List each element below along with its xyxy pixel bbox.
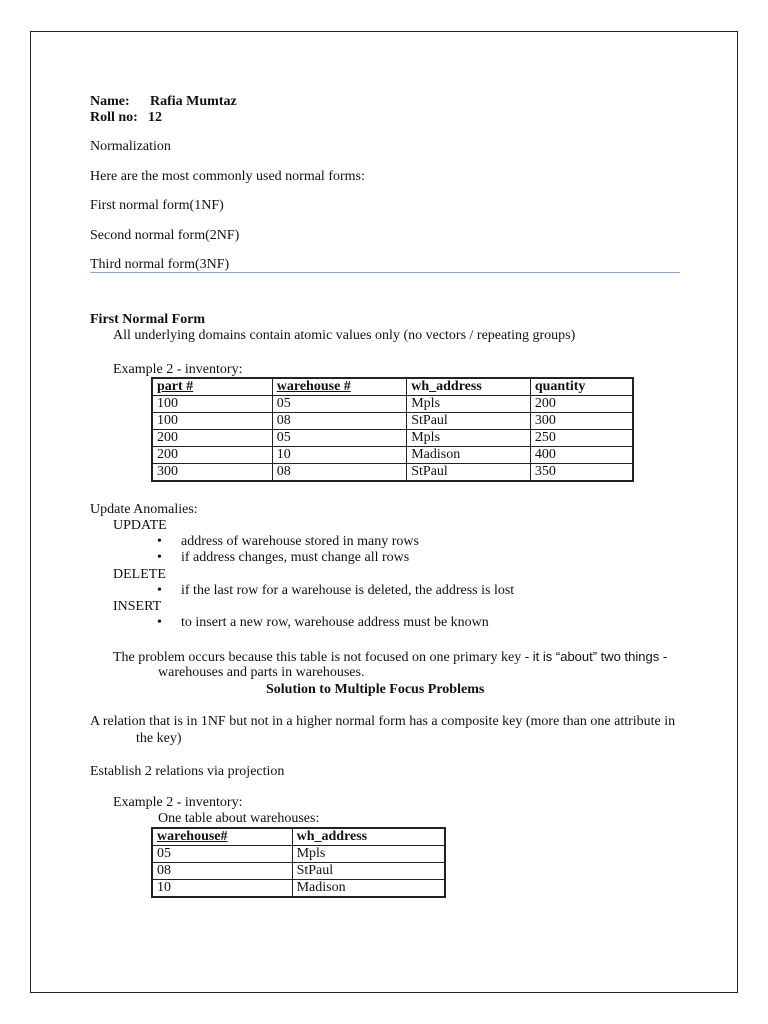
column-header: wh_address bbox=[292, 828, 445, 846]
table-cell: 10 bbox=[272, 447, 406, 464]
delete-label: DELETE bbox=[113, 567, 166, 582]
bullet-icon: • bbox=[157, 583, 162, 598]
table-row bbox=[152, 846, 445, 863]
inventory-table bbox=[151, 377, 634, 482]
solution-heading: Solution to Multiple Focus Problems bbox=[266, 682, 485, 697]
table-cell: 05 bbox=[152, 846, 292, 863]
table-cell: 300 bbox=[530, 413, 633, 430]
column-header: part # bbox=[152, 378, 272, 396]
table-row bbox=[152, 863, 445, 880]
table-row bbox=[152, 880, 445, 898]
table-cell: Mpls bbox=[407, 430, 531, 447]
projection-text: Establish 2 relations via projection bbox=[90, 764, 285, 779]
table-cell: 200 bbox=[152, 430, 272, 447]
table-cell: StPaul bbox=[292, 863, 445, 880]
form-2nf: Second normal form(2NF) bbox=[90, 228, 240, 243]
table-row bbox=[152, 413, 633, 430]
table-header-row bbox=[152, 828, 445, 846]
delete-item-1: if the last row for a warehouse is deleted, the address is lost bbox=[181, 583, 515, 598]
table-cell: 08 bbox=[272, 464, 406, 482]
table-cell: Madison bbox=[407, 447, 531, 464]
example-label-2: Example 2 - inventory: bbox=[113, 795, 243, 810]
table-cell: 05 bbox=[272, 396, 406, 413]
table-cell: 08 bbox=[152, 863, 292, 880]
first-nf-heading: First Normal Form bbox=[90, 312, 206, 327]
table-row bbox=[152, 430, 633, 447]
table-cell: 200 bbox=[530, 396, 633, 413]
column-header: warehouse # bbox=[272, 378, 406, 396]
table-row bbox=[152, 396, 633, 413]
solution-para-line-1: A relation that is in 1NF but not in a higher normal form has a composite key (more than one attribute in bbox=[90, 714, 676, 729]
table-cell: StPaul bbox=[407, 464, 531, 482]
roll-label: Roll no: bbox=[90, 110, 138, 125]
update-item-1: address of warehouse stored in many rows bbox=[181, 534, 419, 549]
column-header: quantity bbox=[530, 378, 633, 396]
table-row bbox=[152, 464, 633, 482]
table-cell: 200 bbox=[152, 447, 272, 464]
table-cell: 250 bbox=[530, 430, 633, 447]
name-label: Name: bbox=[90, 94, 130, 109]
insert-label: INSERT bbox=[113, 599, 162, 614]
example-label-1: Example 2 - inventory: bbox=[113, 362, 243, 377]
table-row bbox=[152, 447, 633, 464]
table-cell: StPaul bbox=[407, 413, 531, 430]
warehouse-table bbox=[151, 827, 446, 898]
roll-value: 12 bbox=[148, 110, 162, 125]
anomalies-heading: Update Anomalies: bbox=[90, 502, 198, 517]
table-cell: 08 bbox=[272, 413, 406, 430]
bullet-icon: • bbox=[157, 534, 162, 549]
table-cell: 100 bbox=[152, 413, 272, 430]
topic-text: Normalization bbox=[90, 139, 171, 154]
table-cell: 100 bbox=[152, 396, 272, 413]
insert-item-1: to insert a new row, warehouse address must be known bbox=[181, 615, 489, 630]
form-3nf: Third normal form(3NF) bbox=[90, 257, 230, 272]
warehouse-table-caption: One table about warehouses: bbox=[158, 811, 320, 826]
column-header: wh_address bbox=[407, 378, 531, 396]
first-nf-definition: All underlying domains contain atomic values only (no vectors / repeating groups) bbox=[113, 328, 576, 343]
table-cell: 10 bbox=[152, 880, 292, 898]
update-item-2: if address changes, must change all rows bbox=[181, 550, 410, 565]
form-1nf: First normal form(1NF) bbox=[90, 198, 224, 213]
divider-line bbox=[90, 272, 680, 273]
solution-para-line-2: the key) bbox=[136, 731, 182, 746]
column-header: warehouse# bbox=[152, 828, 292, 846]
problem-line-2: warehouses and parts in warehouses. bbox=[158, 665, 365, 680]
table-cell: Madison bbox=[292, 880, 445, 898]
lead-text: Here are the most commonly used normal forms: bbox=[90, 169, 365, 184]
update-label: UPDATE bbox=[113, 518, 167, 533]
table-header-row bbox=[152, 378, 633, 396]
table-cell: Mpls bbox=[292, 846, 445, 863]
problem-text-sans: - it is “about” two things - bbox=[521, 649, 668, 664]
table-cell: Mpls bbox=[407, 396, 531, 413]
bullet-icon: • bbox=[157, 615, 162, 630]
name-value: Rafia Mumtaz bbox=[150, 94, 237, 109]
table-cell: 300 bbox=[152, 464, 272, 482]
table-cell: 05 bbox=[272, 430, 406, 447]
bullet-icon: • bbox=[157, 550, 162, 565]
table-cell: 400 bbox=[530, 447, 633, 464]
problem-text: The problem occurs because this table is not focused on one primary key bbox=[113, 650, 522, 665]
table-cell: 350 bbox=[530, 464, 633, 482]
